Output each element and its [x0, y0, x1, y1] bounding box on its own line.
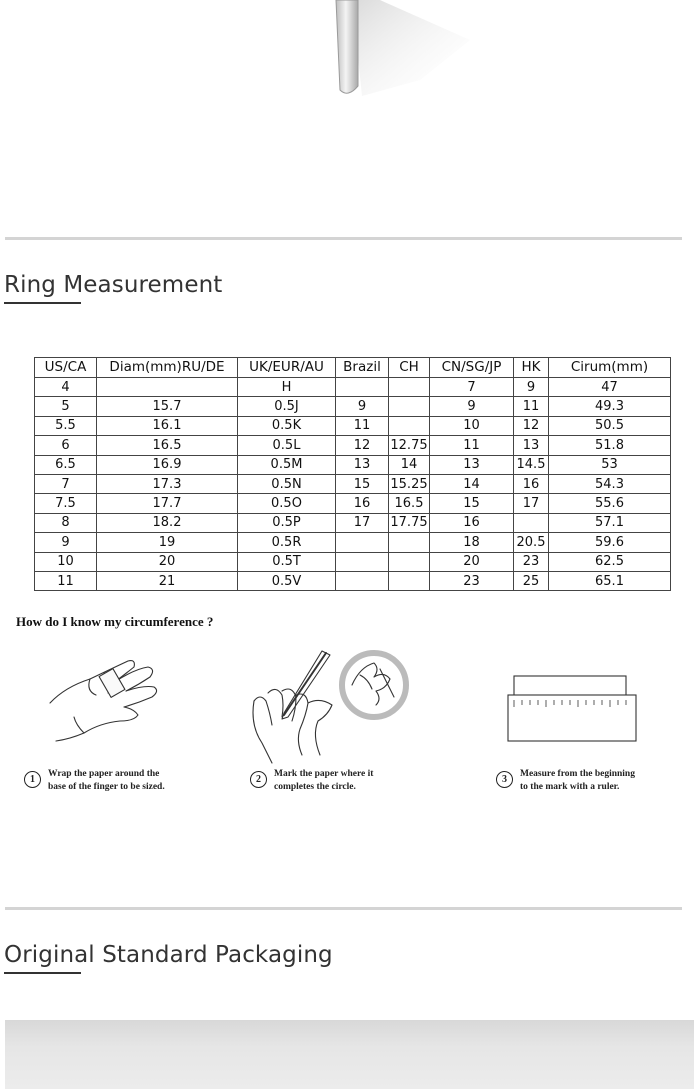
section-title-underline	[4, 972, 81, 974]
column-header: HK	[514, 358, 549, 378]
table-cell: 11	[35, 571, 97, 590]
column-header: CN/SG/JP	[430, 358, 514, 378]
table-cell: 16	[336, 494, 389, 513]
table-cell: 9	[514, 378, 549, 397]
table-cell: 49.3	[549, 397, 671, 416]
table-cell: 7	[35, 474, 97, 493]
table-cell: 0.5P	[238, 513, 336, 532]
section-title-underline	[4, 302, 81, 304]
table-cell: 23	[430, 571, 514, 590]
table-cell	[389, 552, 430, 571]
table-cell: 25	[514, 571, 549, 590]
column-header: Diam(mm)RU/DE	[97, 358, 238, 378]
table-row	[35, 571, 671, 590]
table-row	[35, 494, 671, 513]
howto-step-1	[20, 645, 220, 805]
table-cell: 9	[430, 397, 514, 416]
table-cell: 12	[514, 416, 549, 435]
table-cell: 0.5L	[238, 436, 336, 455]
table-cell: 8	[35, 513, 97, 532]
table-cell: 47	[549, 378, 671, 397]
table-cell	[514, 513, 549, 532]
ruler-icon	[492, 645, 652, 755]
table-cell: 0.5N	[238, 474, 336, 493]
table-row	[35, 416, 671, 435]
ring-size-table	[34, 357, 671, 591]
column-header: Cirum(mm)	[549, 358, 671, 378]
section-title-packaging: Original Standard Packaging	[4, 942, 333, 968]
section-title-ring-measurement: Ring Measurement	[4, 272, 223, 298]
table-cell: 20.5	[514, 533, 549, 552]
table-cell: 10	[430, 416, 514, 435]
table-cell: 0.5O	[238, 494, 336, 513]
product-image-fragment	[0, 0, 700, 120]
table-cell: 14.5	[514, 455, 549, 474]
table-cell: H	[238, 378, 336, 397]
table-cell	[389, 416, 430, 435]
table-cell: 50.5	[549, 416, 671, 435]
table-row	[35, 436, 671, 455]
table-cell: 17.7	[97, 494, 238, 513]
table-row	[35, 397, 671, 416]
table-cell: 7.5	[35, 494, 97, 513]
table-cell: 10	[35, 552, 97, 571]
table-cell: 9	[336, 397, 389, 416]
table-cell: 17	[514, 494, 549, 513]
table-cell	[389, 571, 430, 590]
step-number-badge: 1	[24, 771, 41, 788]
packaging-image	[5, 1020, 694, 1089]
table-row	[35, 552, 671, 571]
table-cell: 18.2	[97, 513, 238, 532]
table-cell: 4	[35, 378, 97, 397]
table-cell: 14	[430, 474, 514, 493]
step-caption	[24, 768, 165, 794]
table-cell: 16.5	[97, 436, 238, 455]
table-cell	[336, 571, 389, 590]
step-description: Measure from the beginning to the mark with a ruler.	[520, 769, 635, 792]
table-cell: 11	[430, 436, 514, 455]
table-cell	[336, 552, 389, 571]
howto-step-2	[248, 645, 478, 805]
table-cell	[389, 533, 430, 552]
table-cell: 16.9	[97, 455, 238, 474]
table-cell: 6	[35, 436, 97, 455]
step-number-badge: 2	[250, 771, 267, 788]
table-cell: 17	[336, 513, 389, 532]
table-cell: 16.1	[97, 416, 238, 435]
table-cell: 51.8	[549, 436, 671, 455]
table-cell	[97, 378, 238, 397]
pen-mark-icon	[248, 645, 418, 765]
table-cell	[389, 397, 430, 416]
howto-step-3	[492, 645, 692, 805]
hand-wrap-icon	[20, 645, 180, 755]
section-divider	[5, 237, 682, 240]
table-cell: 7	[430, 378, 514, 397]
table-row	[35, 533, 671, 552]
table-cell: 57.1	[549, 513, 671, 532]
column-header: UK/EUR/AU	[238, 358, 336, 378]
table-header-row	[35, 358, 671, 378]
table-cell: 17.3	[97, 474, 238, 493]
table-row	[35, 474, 671, 493]
table-row	[35, 455, 671, 474]
table-cell: 15	[430, 494, 514, 513]
step-caption	[496, 768, 635, 794]
table-cell	[336, 378, 389, 397]
table-cell: 6.5	[35, 455, 97, 474]
table-cell: 5	[35, 397, 97, 416]
table-cell: 0.5T	[238, 552, 336, 571]
step-description: Wrap the paper around the base of the finger to be sized.	[48, 769, 165, 792]
table-cell: 20	[430, 552, 514, 571]
table-cell: 54.3	[549, 474, 671, 493]
column-header: US/CA	[35, 358, 97, 378]
table-cell: 15.7	[97, 397, 238, 416]
table-cell: 21	[97, 571, 238, 590]
table-cell: 19	[97, 533, 238, 552]
table-cell: 18	[430, 533, 514, 552]
table-cell	[336, 533, 389, 552]
section-divider	[5, 907, 682, 910]
table-cell: 15.25	[389, 474, 430, 493]
table-cell: 11	[514, 397, 549, 416]
table-cell: 16	[430, 513, 514, 532]
table-cell: 15	[336, 474, 389, 493]
table-cell: 5.5	[35, 416, 97, 435]
table-row	[35, 513, 671, 532]
table-cell	[389, 378, 430, 397]
table-cell: 55.6	[549, 494, 671, 513]
column-header: Brazil	[336, 358, 389, 378]
table-cell: 59.6	[549, 533, 671, 552]
table-cell: 13	[336, 455, 389, 474]
table-row	[35, 378, 671, 397]
table-body	[35, 378, 671, 591]
step-description: Mark the paper where it completes the circle.	[274, 769, 374, 792]
table-cell: 0.5M	[238, 455, 336, 474]
table-cell: 13	[430, 455, 514, 474]
table-cell: 0.5V	[238, 571, 336, 590]
table-cell: 12	[336, 436, 389, 455]
table-cell: 62.5	[549, 552, 671, 571]
table-cell: 17.75	[389, 513, 430, 532]
table-cell: 65.1	[549, 571, 671, 590]
table-cell: 11	[336, 416, 389, 435]
table-cell: 0.5K	[238, 416, 336, 435]
table-cell: 14	[389, 455, 430, 474]
table-cell: 16	[514, 474, 549, 493]
table-cell: 0.5R	[238, 533, 336, 552]
table-cell: 53	[549, 455, 671, 474]
step-caption	[250, 768, 373, 794]
step-number-badge: 3	[496, 771, 513, 788]
column-header: CH	[389, 358, 430, 378]
table-cell: 23	[514, 552, 549, 571]
table-cell: 20	[97, 552, 238, 571]
table-cell: 12.75	[389, 436, 430, 455]
table-cell: 13	[514, 436, 549, 455]
table-cell: 16.5	[389, 494, 430, 513]
howto-question: How do I know my circumference ?	[16, 614, 214, 629]
table-cell: 0.5J	[238, 397, 336, 416]
table-cell: 9	[35, 533, 97, 552]
